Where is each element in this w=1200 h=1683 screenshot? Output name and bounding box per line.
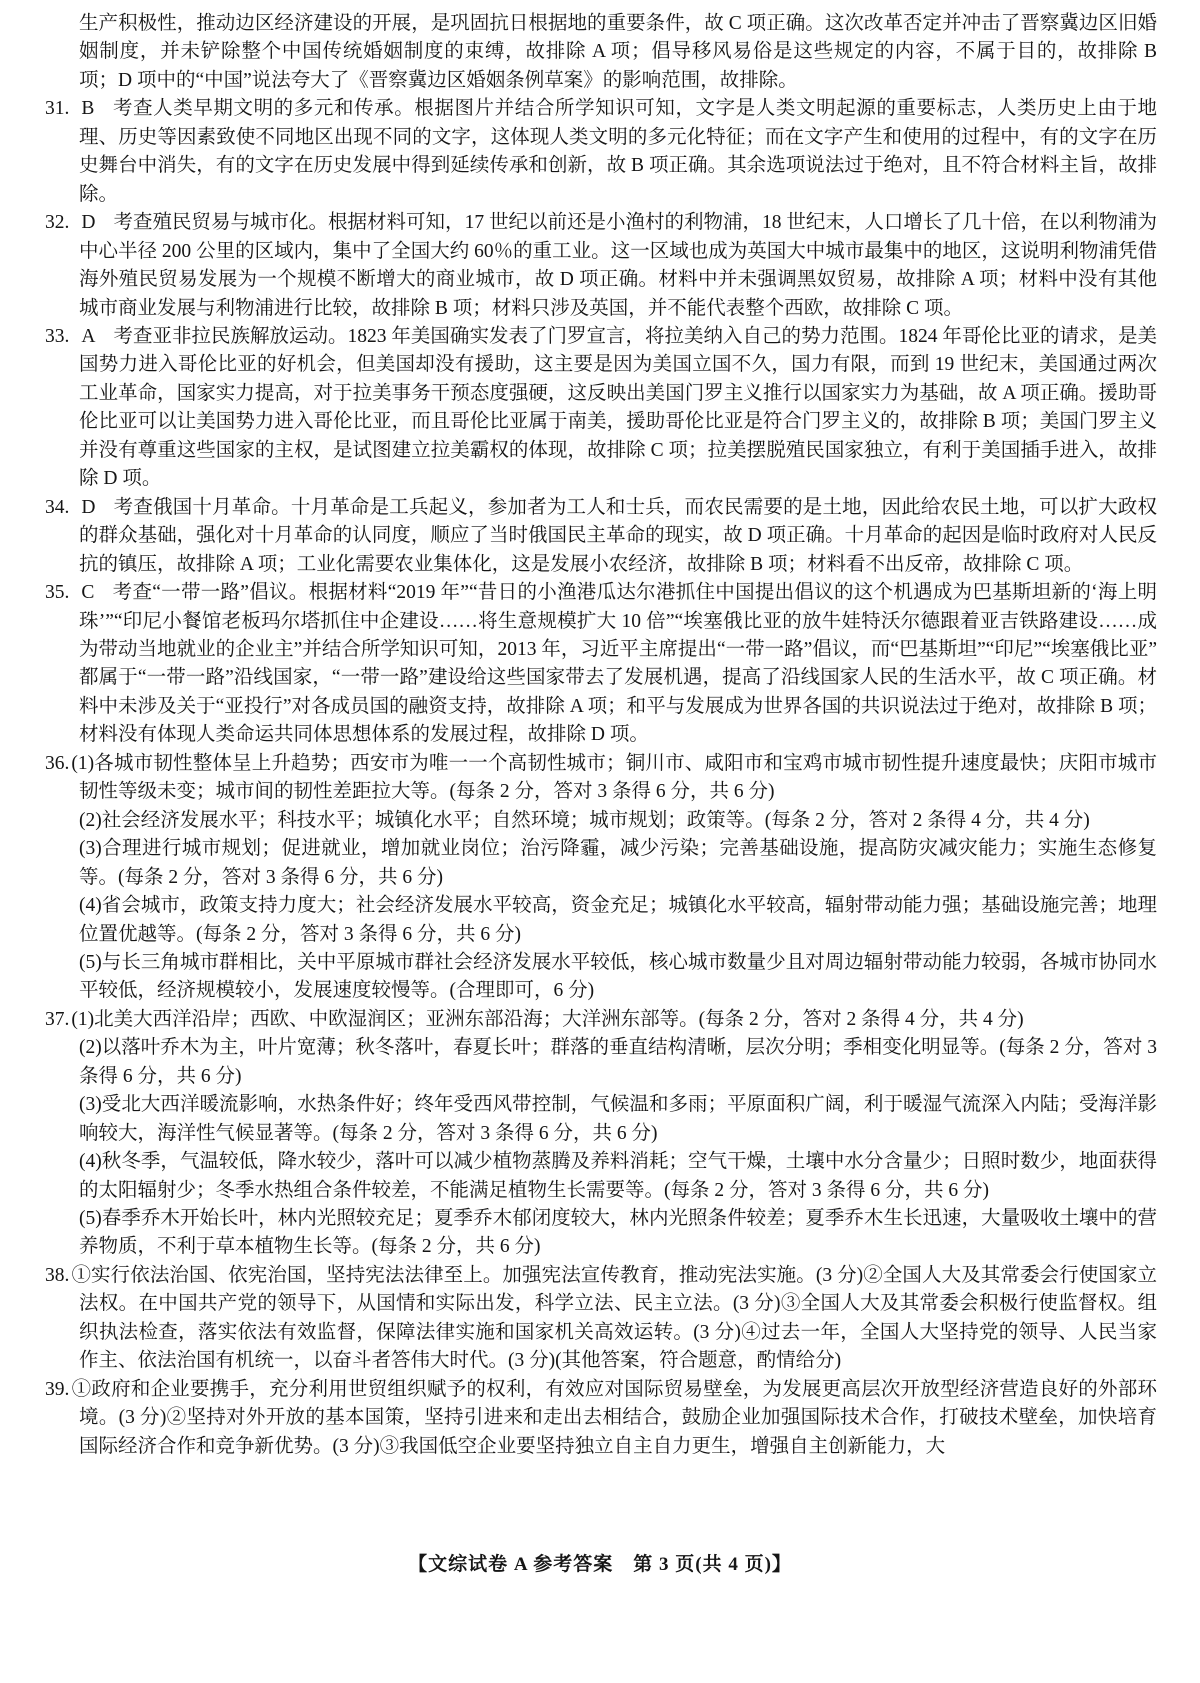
answer-subitem <box>79 949 1157 1006</box>
item-text: (2)以落叶乔木为主，叶片宽薄；秋冬落叶，春夏长叶；群落的垂直结构清晰，层次分明；季相变化明显等。(每条 2 分，答对 3 条得 6 分，共 6 分) <box>79 1037 1157 1087</box>
answer-subitem <box>79 1148 1157 1205</box>
item-number: 39. <box>45 1378 70 1400</box>
item-text: (5)春季乔木开始长叶，林内光照较充足；夏季乔木郁闭度较大，林内光照条件较差；夏季乔木生长迅速，大量吸收土壤中的营养物质，不利于草本植物生长等。(每条 2 分，共 6 分) <box>79 1208 1157 1258</box>
item-answer: D <box>81 212 96 234</box>
item-text: 考查“一带一路”倡议。根据材料“2019 年”“昔日的小渔港瓜达尔港抓住中国提出倡议的这个机遇成为巴基斯坦新的‘海上明珠’”“印尼小餐馆老板玛尔塔抓住中企建设……将生意规模扩大 10 倍”“埃塞俄比亚的放牛娃特沃尔德跟着亚吉铁路建设……成为带动当地就业的企业主”并结合所学知识可知，2013 年，习近平主席提出“一带一路”倡议，而“巴基斯坦”“印尼”“埃塞俄比亚”都属于“一带一路”沿线国家，“一带一路”建设给这些国家带去了发展机遇，提高了沿线国家人民的生活水平，故 C 项正确。材料中未涉及关于“亚投行”对各成员国的融资支持，故排除 A 项；和平与发展成为世界各国的共识说法过于绝对，故排除 B 项；材料没有体现人类命运共同体思想体系的发展过程，故排除 D 项。 <box>79 582 1157 746</box>
item-text: 考查殖民贸易与城市化。根据材料可知，17 世纪以前还是小渔村的利物浦，18 世纪末，人口增长了几十倍，在以利物浦为中心半径 200 公里的区域内，集中了全国大约 60％的重工业。这一区域也成为英国大中城市最集中的地区，这说明利物浦凭借海外殖民贸易发展为一个规模不断增大的商业城市，故 D 项正确。材料中并未强调黑奴贸易，故排除 A 项；材料中没有其他城市商业发展与利物浦进行比较，故排除 B 项；材料只涉及英国，并不能代表整个西欧，故排除 C 项。 <box>79 212 1157 319</box>
item-number: 34. <box>45 496 70 518</box>
answer-item <box>45 209 1157 323</box>
item-text: 考查俄国十月革命。十月革命是工兵起义，参加者为工人和士兵，而农民需要的是土地，因此给农民土地，可以扩大政权的群众基础，强化对十月革命的认同度，顺应了当时俄国民主革命的现实，故 D 项正确。十月革命的起因是临时政府对人民反抗的镇压，故排除 A 项；工业化需要农业集体化，这是发展小农经济，故排除 B 项；材料看不出反帝，故排除 C 项。 <box>79 496 1157 575</box>
item-answer: B <box>81 98 95 120</box>
item-text: 生产积极性，推动边区经济建设的开展，是巩固抗日根据地的重要条件，故 C 项正确。这次改革否定并冲击了晋察冀边区旧婚姻制度，并未铲除整个中国传统婚姻制度的束缚，故排除 A 项；倡导移风易俗是这些规定的内容，不属于目的，故排除 B 项；D 项中的“中国”说法夸大了《晋察冀边区婚姻条例草案》的影响范围，故排除。 <box>79 13 1157 91</box>
item-text: (3)受北大西洋暖流影响，水热条件好；终年受西风带控制，气候温和多雨；平原面积广阔，利于暖湿气流深入内陆；受海洋影响较大，海洋性气候显著等。(每条 2 分，答对 3 条得 6 分，共 6 分) <box>79 1094 1157 1144</box>
answer-item <box>45 1262 1157 1376</box>
item-text: ①政府和企业要携手，充分利用世贸组织赋予的权利，有效应对国际贸易壁垒，为发展更高层次开放型经济营造良好的外部环境。(3 分)②坚持对外开放的基本国策，坚持引进来和走出去相结合，鼓励企业加强国际技术合作，打破技术壁垒，加快培育国际经济合作和竞争新优势。(3 分)③我国低空企业要坚持独立自主自力更生，增强自主创新能力，大 <box>71 1378 1157 1457</box>
item-number: 33. <box>45 325 70 347</box>
item-number: 36. <box>45 752 70 774</box>
item-number: 37. <box>45 1008 70 1030</box>
answer-item <box>45 1376 1157 1461</box>
item-answer: A <box>81 325 96 347</box>
item-text: (3)合理进行城市规划；促进就业，增加就业岗位；治污降霾，减少污染；完善基础设施，提高防灾减灾能力；实施生态修复等。(每条 2 分，答对 3 条得 6 分，共 6 分) <box>79 838 1157 888</box>
answer-subitem <box>79 892 1157 949</box>
item-number: 38. <box>45 1264 70 1286</box>
footer-text: 【文综试卷 A 参考答案 第 3 页(共 4 页)】 <box>408 1554 792 1575</box>
item-text: 考查人类早期文明的多元和传承。根据图片并结合所学知识可知，文字是人类文明起源的重要标志，人类历史上由于地理、历史等因素致使不同地区出现不同的文字，这体现人类文明的多元化特征；而在文字产生和使用的过程中，有的文字在历史舞台中消失，有的文字在历史发展中得到延续传承和创新，故 B 项正确。其余选项说法过于绝对，且不符合材料主旨，故排除。 <box>79 98 1157 205</box>
item-answer: D <box>81 496 96 518</box>
item-text: (4)秋冬季，气温较低，降水较少，落叶可以减少植物蒸腾及养料消耗；空气干燥，土壤中水分含量少；日照时数少，地面获得的太阳辐射少；冬季水热组合条件较差，不能满足植物生长需要等。(每条 2 分，答对 3 条得 6 分，共 6 分) <box>79 1151 1157 1201</box>
page-footer <box>0 1549 1200 1576</box>
answer-subitem <box>79 1091 1157 1148</box>
item-text: (1)北美大西洋沿岸；西欧、中欧湿润区；亚洲东部沿海；大洋洲东部等。(每条 2 分，答对 2 条得 4 分，共 4 分) <box>71 1008 1024 1030</box>
item-text: (4)省会城市，政策支持力度大；社会经济发展水平较高，资金充足；城镇化水平较高，辐射带动能力强；基础设施完善；地理位置优越等。(每条 2 分，答对 3 条得 6 分，共 6 分) <box>79 895 1157 945</box>
item-number: 31. <box>45 98 70 120</box>
answers-content <box>45 10 1157 1461</box>
item-answer: C <box>81 582 95 604</box>
answer-item <box>45 1006 1157 1034</box>
item-number: 35. <box>45 582 70 604</box>
item-text: (1)各城市韧性整体呈上升趋势；西安市为唯一一个高韧性城市；铜川市、咸阳市和宝鸡市城市韧性提升速度最快；庆阳市城市韧性等级未变；城市间的韧性差距拉大等。(每条 2 分，答对 3 条得 6 分，共 6 分) <box>71 752 1157 803</box>
answer-subitem <box>79 835 1157 892</box>
item-number: 32. <box>45 212 70 234</box>
item-text: (5)与长三角城市群相比，关中平原城市群社会经济发展水平较低，核心城市数量少且对周边辐射带动能力较弱，各城市协同水平较低，经济规模较小，发展速度较慢等。(合理即可，6 分) <box>79 951 1157 1002</box>
answer-item <box>45 750 1157 807</box>
answer-subitem <box>79 1205 1157 1262</box>
answer-subitem <box>79 807 1157 835</box>
answer-continuation <box>79 10 1157 95</box>
answer-subitem <box>79 1034 1157 1091</box>
answer-item <box>45 323 1157 494</box>
item-text: 考查亚非拉民族解放运动。1823 年美国确实发表了门罗宣言，将拉美纳入自己的势力范围。1824 年哥伦比亚的请求，是美国势力进入哥伦比亚的好机会，但美国却没有援助，这主要是因为美国立国不久，国力有限，而到 19 世纪末，美国通过两次工业革命，国家实力提高，对于拉美事务干预态度强硬，这反映出美国门罗主义推行以国家实力为基础，故 A 项正确。援助哥伦比亚可以让美国势力进入哥伦比亚，而且哥伦比亚属于南美，援助哥伦比亚是符合门罗主义的，故排除 B 项；美国门罗主义并没有尊重这些国家的主权，是试图建立拉美霸权的体现，故排除 C 项；拉美摆脱殖民国家独立，有利于美国插手进入，故排除 D 项。 <box>79 325 1157 490</box>
item-text: ①实行依法治国、依宪治国，坚持宪法法律至上。加强宪法宣传教育，推动宪法实施。(3 分)②全国人大及其常委会行使国家立法权。在中国共产党的领导下，从国情和实际出发，科学立法、民主立法。(3 分)③全国人大及其常委会积极行使监督权。组织执法检查，落实依法有效监督，保障法律实施和国家机关高效运转。(3 分)④过去一年，全国人大坚持党的领导、人民当家作主、依法治国有机统一，以奋斗者答伟大时代。(3 分)(其他答案，符合题意，酌情给分) <box>71 1264 1157 1372</box>
answer-item <box>45 95 1157 209</box>
answer-item <box>45 579 1157 750</box>
item-text: (2)社会经济发展水平；科技水平；城镇化水平；自然环境；城市规划；政策等。(每条 2 分，答对 2 条得 4 分，共 4 分) <box>79 809 1090 831</box>
answer-item <box>45 494 1157 579</box>
